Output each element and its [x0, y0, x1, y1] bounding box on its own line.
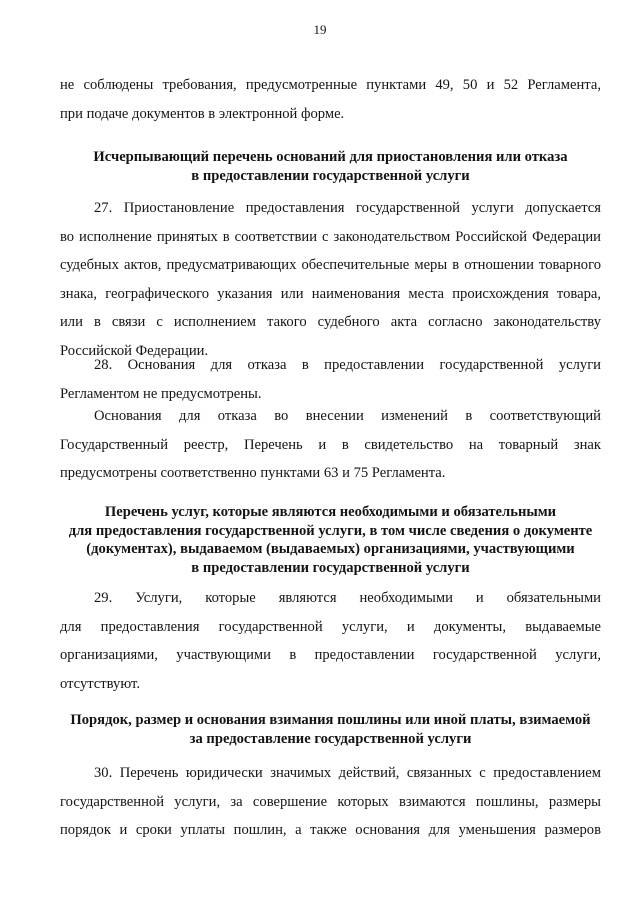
- section-heading-suspension-refusal: [60, 148, 601, 185]
- text-line: предусмотрены соответственно пунктами 63 и 75 Регламента.: [60, 465, 446, 482]
- heading-line: Исчерпывающий перечень оснований для приостановления или отказа: [93, 149, 568, 165]
- paragraph-28-continued: [60, 402, 601, 488]
- text-line: судебных актов, предусматривающих обеспечительные меры в отношении товарного: [60, 257, 601, 274]
- paragraph-27: [60, 194, 601, 366]
- text-line: Регламентом не предусмотрены.: [60, 385, 262, 402]
- section-heading-fees: [60, 711, 601, 748]
- paragraph-28: [60, 351, 601, 408]
- text-line: или в связи с исполнением такого судебного акта согласно законодательству: [60, 314, 601, 331]
- text-line: для предоставления государственной услуги, и документы, выдаваемые: [60, 618, 601, 635]
- text-line: Государственный реестр, Перечень и в свидетельство на товарный знак: [60, 436, 601, 453]
- heading-line: (документах), выдаваемом (выдаваемых) организациями, участвующими: [86, 541, 575, 558]
- text-line: знака, географического указания или наименования места происхождения товара,: [60, 285, 601, 302]
- text-line: при подаче документов в электронной форме.: [60, 105, 345, 122]
- section-heading-required-services: [60, 503, 601, 577]
- text-line: Российской Федерации.: [60, 342, 209, 359]
- text-line: порядок и сроки уплаты пошлин, а также основания для уменьшения размеров: [60, 822, 601, 839]
- paragraph-30: [60, 759, 601, 845]
- text-line: 28. Основания для отказа в предоставлении государственной услуги: [94, 357, 601, 373]
- paragraph-29: [60, 584, 601, 698]
- page-number: 19: [313, 22, 327, 37]
- text-line: Основания для отказа во внесении изменений в соответствующий: [94, 408, 601, 424]
- text-line: 29. Услуги, которые являются необходимыми и обязательными: [94, 590, 601, 606]
- paragraph-continuation: [60, 71, 601, 128]
- text-line: государственной услуги, за совершение которых взимаются пошлины, размеры: [60, 793, 601, 810]
- heading-line: в предоставлении государственной услуги: [191, 167, 470, 184]
- text-line: организациями, участвующими в предоставлении государственной услуги,: [60, 647, 601, 664]
- text-line: отсутствуют.: [60, 675, 140, 692]
- heading-line: Порядок, размер и основания взимания пошлины или иной платы, взимаемой: [70, 712, 591, 728]
- text-line: 30. Перечень юридически значимых действий, связанных с предоставлением: [94, 765, 601, 781]
- heading-line: для предоставления государственной услуги, в том числе сведения о документе: [68, 522, 593, 539]
- heading-line: за предоставление государственной услуги: [189, 730, 472, 747]
- heading-line: в предоставлении государственной услуги: [191, 559, 470, 576]
- text-line: 27. Приостановление предоставления государственной услуги допускается: [94, 200, 601, 216]
- text-line: во исполнение принятых в соответствии с законодательством Российской Федерации: [60, 228, 601, 245]
- text-line: не соблюдены требования, предусмотренные пунктами 49, 50 и 52 Регламента,: [60, 77, 601, 93]
- heading-line: Перечень услуг, которые являются необходимыми и обязательными: [104, 504, 557, 520]
